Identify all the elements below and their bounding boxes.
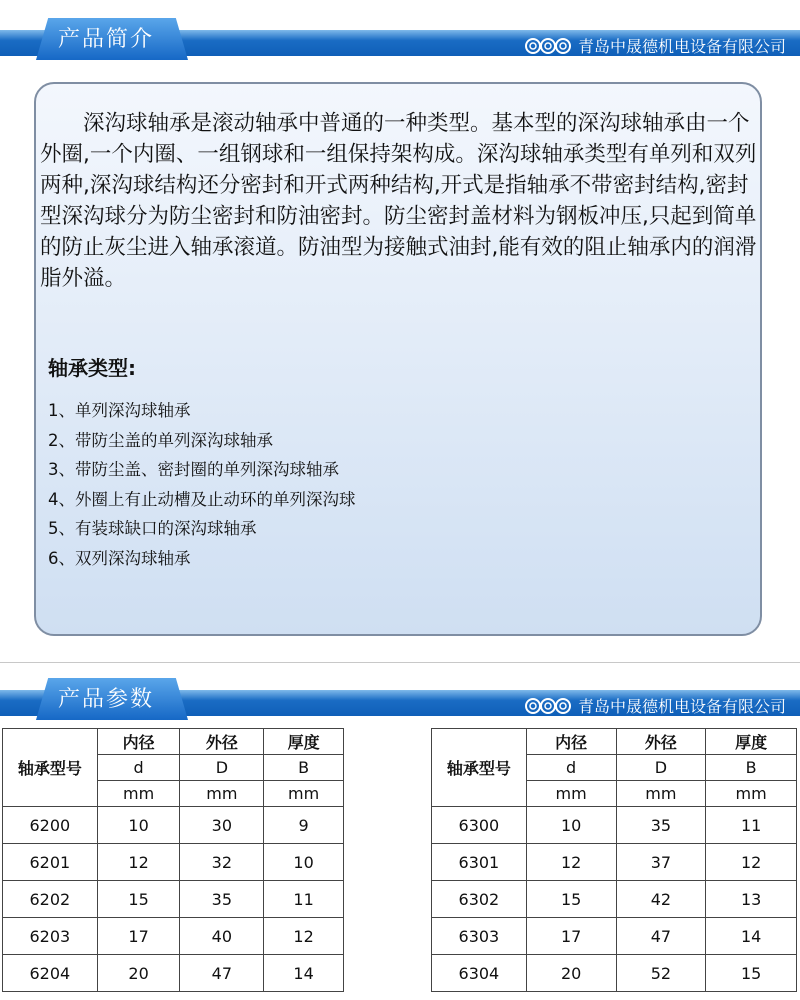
company-label (524, 694, 786, 717)
cell-B: 15 (706, 955, 797, 992)
bearing-logo-icon (524, 697, 572, 715)
list-item: 3、带防尘盖、密封圈的单列深沟球轴承 (48, 460, 339, 480)
cell-D: 40 (180, 918, 264, 955)
intro-paragraph: 深沟球轴承是滚动轴承中普通的一种类型。基本型的深沟球轴承由一个外圈,一个内圈、一组钢球和一组保持架构成。深沟球轴承类型有单列和双列两种,深沟球结构还分密封和开式两种结构,开式是指轴承不带密封结构,密封型深沟球分为防尘密封和防油密封。防尘密封盖材料为钢板冲压,只起到简单的防止灰尘进入轴承滚道。防油型为接触式油封,能有效的阻止轴承内的润滑脂外溢。 (40, 111, 757, 291)
cell-B: 10 (264, 844, 344, 881)
cell-model: 6304 (432, 955, 527, 992)
cell-B: 11 (264, 881, 344, 918)
cell-model: 6204 (3, 955, 98, 992)
cell-model: 6202 (3, 881, 98, 918)
list-item: 4、外圈上有止动槽及止动环的单列深沟球 (48, 489, 356, 509)
company-name: 青岛中晟德机电设备有限公司 (577, 37, 786, 56)
cell-D: 52 (616, 955, 706, 992)
spec-table-left (2, 728, 344, 992)
list-item: 2、带防尘盖的单列深沟球轴承 (48, 430, 273, 450)
table-row (432, 881, 797, 918)
table-row (432, 807, 797, 844)
cell-model: 6300 (432, 807, 527, 844)
header-unit: mm (706, 781, 797, 807)
cell-d: 20 (97, 955, 180, 992)
header-outer: 外径 (180, 729, 264, 755)
cell-d: 17 (526, 918, 616, 955)
header-d: d (97, 755, 180, 781)
section-title: 产品参数 (58, 687, 155, 712)
table-row (3, 918, 344, 955)
list-item: 1、单列深沟球轴承 (48, 401, 191, 420)
header-unit: mm (180, 781, 264, 807)
header-unit: mm (526, 781, 616, 807)
cell-B: 12 (706, 844, 797, 881)
header-model: 轴承型号 (3, 729, 98, 807)
cell-B: 11 (706, 807, 797, 844)
header-model: 轴承型号 (432, 729, 527, 807)
cell-D: 42 (616, 881, 706, 918)
header-unit: mm (616, 781, 706, 807)
cell-D: 47 (616, 918, 706, 955)
cell-model: 6203 (3, 918, 98, 955)
spec-table-right (431, 728, 797, 992)
list-item: 5、有装球缺口的深沟球轴承 (48, 519, 257, 539)
cell-B: 14 (264, 955, 344, 992)
header-inner: 内径 (97, 729, 180, 755)
cell-model: 6303 (432, 918, 527, 955)
table-row (432, 844, 797, 881)
cell-D: 35 (616, 807, 706, 844)
table-row (432, 955, 797, 992)
header-D: D (616, 755, 706, 781)
cell-B: 14 (706, 918, 797, 955)
cell-D: 32 (180, 844, 264, 881)
cell-B: 13 (706, 881, 797, 918)
header-D: D (180, 755, 264, 781)
bearing-logo-icon (524, 37, 572, 55)
types-list (48, 396, 356, 574)
header-outer: 外径 (616, 729, 706, 755)
table-row (432, 918, 797, 955)
header-inner: 内径 (526, 729, 616, 755)
cell-D: 37 (616, 844, 706, 881)
header-unit: mm (264, 781, 344, 807)
header-thick: 厚度 (706, 729, 797, 755)
header-unit: mm (97, 781, 180, 807)
cell-B: 9 (264, 807, 344, 844)
section-title: 产品简介 (58, 27, 155, 52)
list-item: 6、双列深沟球轴承 (48, 548, 191, 568)
cell-D: 30 (180, 807, 264, 844)
cell-d: 20 (526, 955, 616, 992)
cell-d: 10 (97, 807, 180, 844)
intro-banner (0, 10, 800, 56)
cell-d: 17 (97, 918, 180, 955)
cell-model: 6200 (3, 807, 98, 844)
table-row (3, 955, 344, 992)
company-name: 青岛中晟德机电设备有限公司 (577, 697, 786, 716)
table-row (3, 807, 344, 844)
cell-model: 6302 (432, 881, 527, 918)
header-d: d (526, 755, 616, 781)
company-label (524, 34, 786, 57)
cell-d: 10 (526, 807, 616, 844)
cell-d: 12 (97, 844, 180, 881)
cell-d: 15 (97, 881, 180, 918)
cell-D: 35 (180, 881, 264, 918)
divider (0, 662, 800, 663)
cell-D: 47 (180, 955, 264, 992)
cell-d: 12 (526, 844, 616, 881)
cell-B: 12 (264, 918, 344, 955)
header-B: B (706, 755, 797, 781)
params-banner (0, 670, 800, 716)
cell-model: 6301 (432, 844, 527, 881)
header-thick: 厚度 (264, 729, 344, 755)
types-heading: 轴承类型: (48, 356, 136, 380)
table-row (3, 844, 344, 881)
table-row (3, 881, 344, 918)
cell-d: 15 (526, 881, 616, 918)
header-B: B (264, 755, 344, 781)
cell-model: 6201 (3, 844, 98, 881)
